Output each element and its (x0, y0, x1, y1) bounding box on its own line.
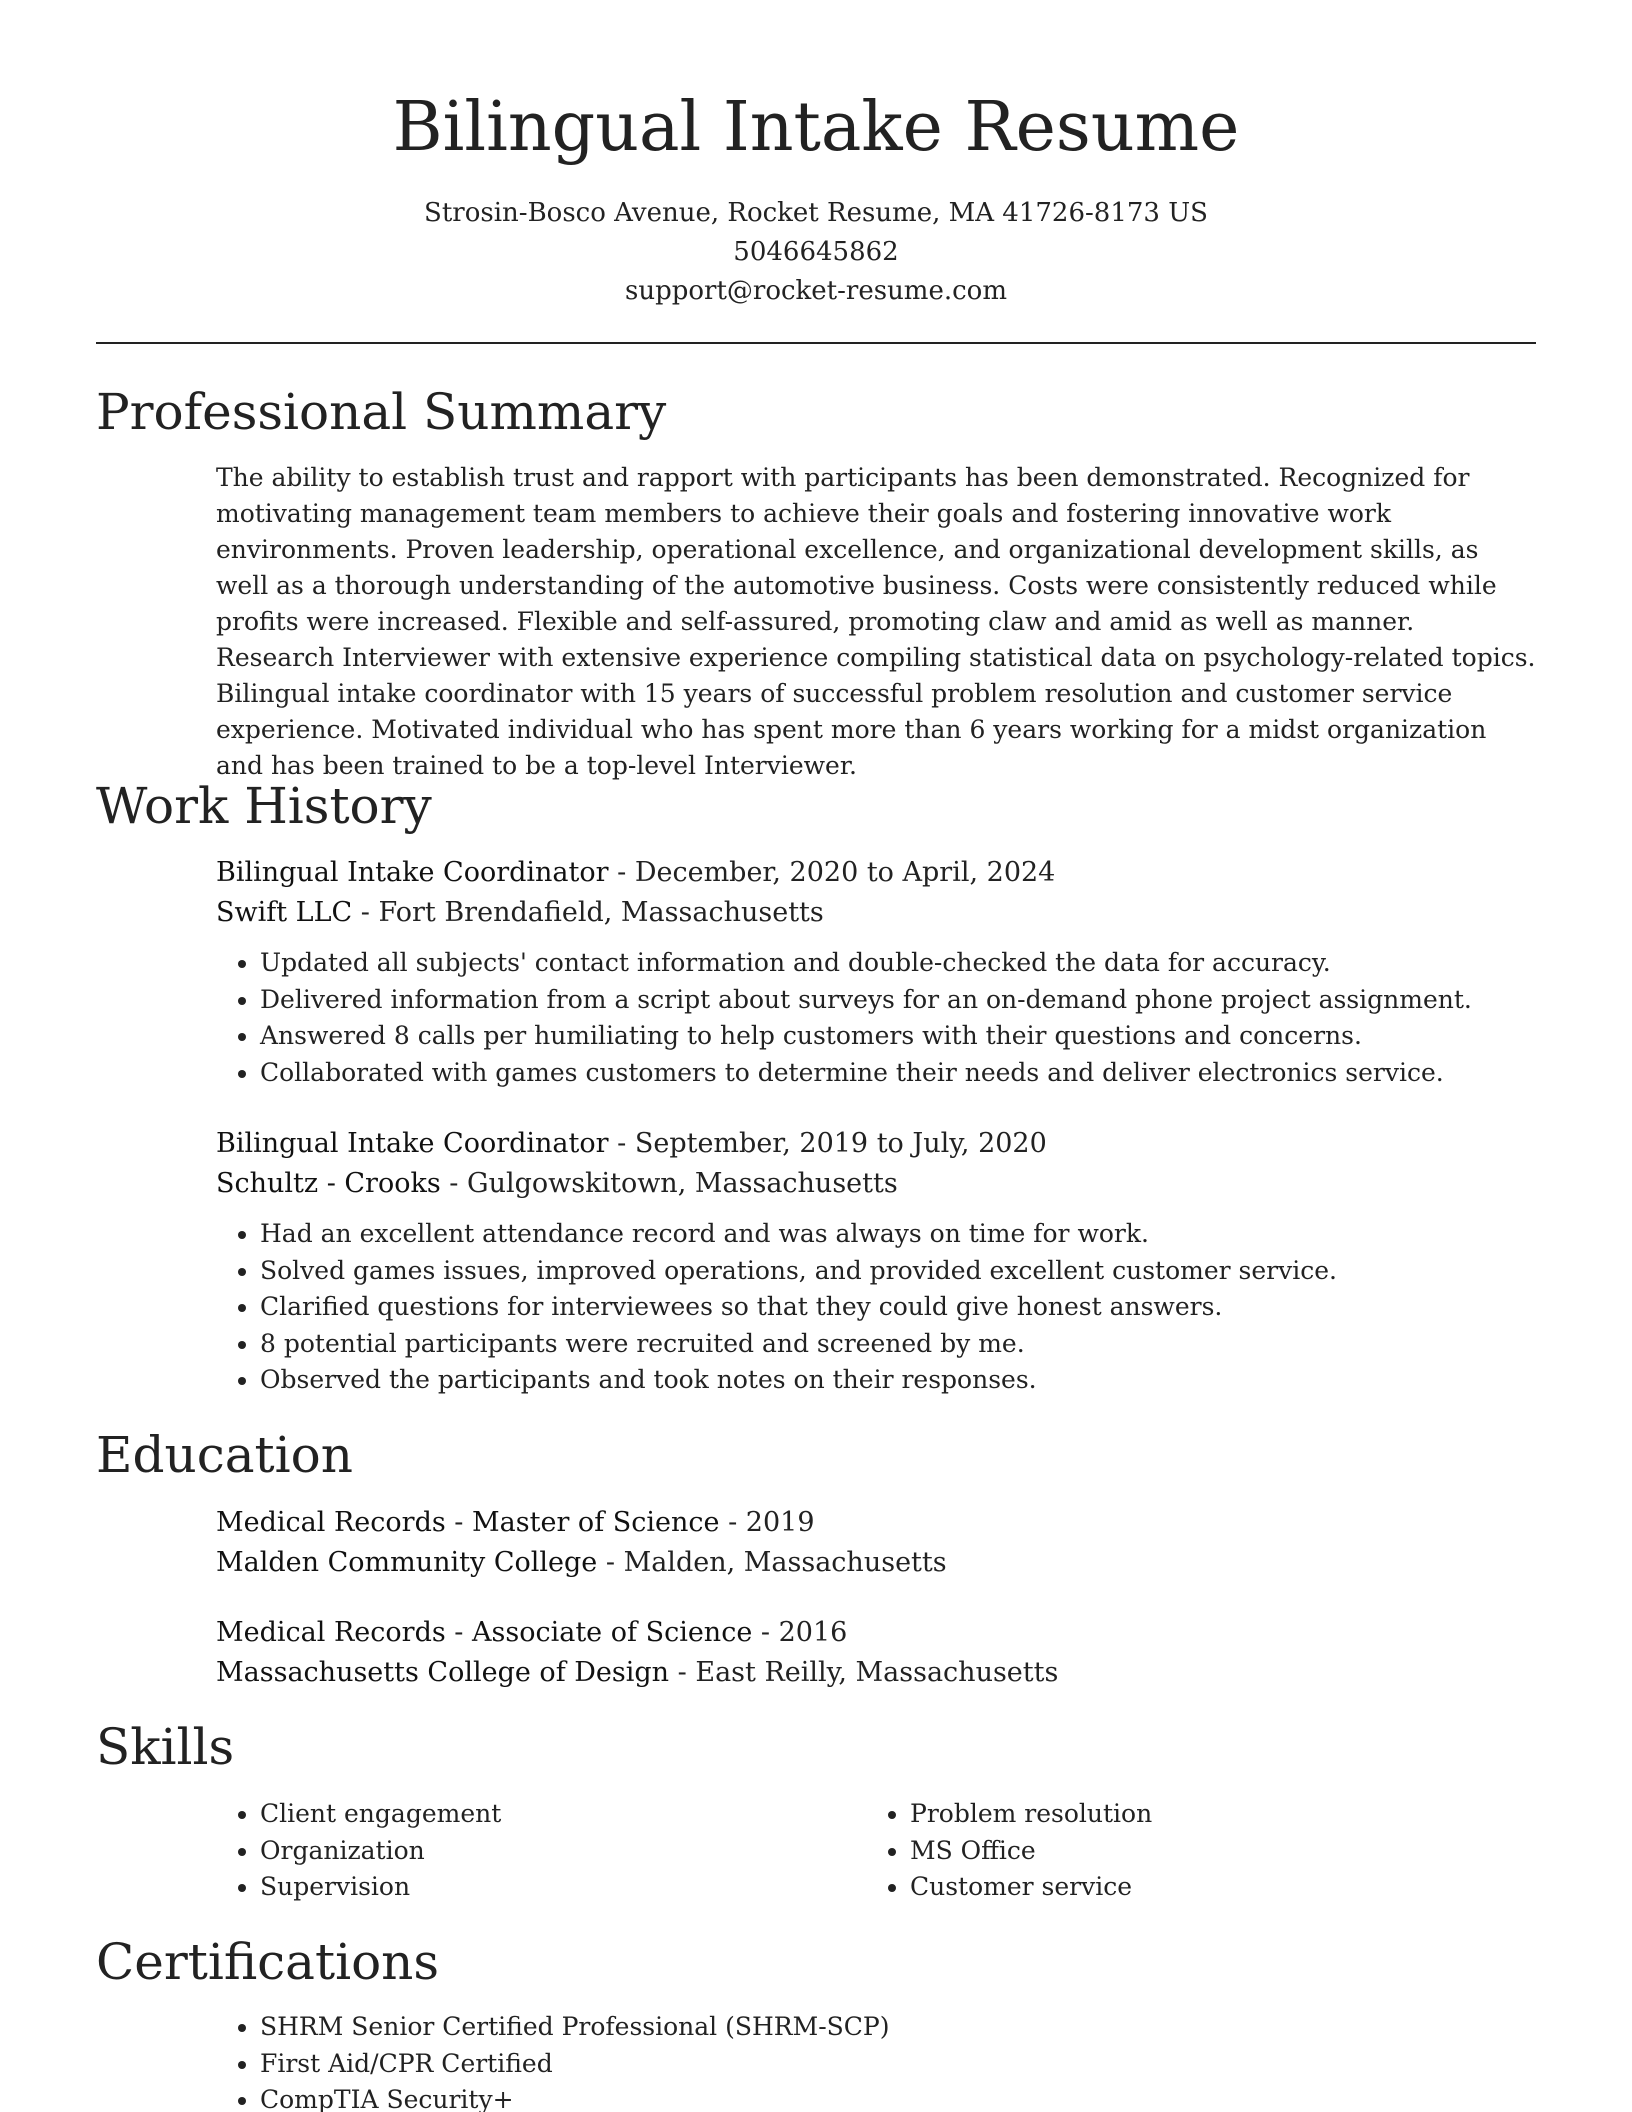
section-title-work-history: Work History (96, 777, 432, 835)
email-address: support@rocket-resume.com (624, 276, 1007, 306)
job-location: Gulgowskitown, Massachusetts (467, 1168, 898, 1199)
skill-item: • Customer service (910, 1869, 1506, 1906)
job-title-line: Bilingual Intake Coordinator - September, 2019 to July, 2020 (216, 1128, 1047, 1159)
job-entry (216, 1124, 1536, 1399)
job-bullet: • Updated all subjects' contact information and double-checked the data for accuracy. (260, 945, 1536, 982)
skill-item: • Organization (260, 1833, 856, 1870)
resume-header (96, 80, 1536, 311)
job-entry (216, 853, 1536, 1091)
section-title-skills: Skills (96, 1718, 235, 1776)
education-degree-line: Medical Records - Master of Science - 2019 (216, 1507, 815, 1538)
address: Strosin-Bosco Avenue, Rocket Resume, MA 41726-8173 US (424, 198, 1208, 228)
certifications-block (216, 2009, 1536, 2112)
skill-item: • Client engagement (260, 1796, 856, 1833)
education-school: Malden Community College (216, 1547, 598, 1578)
education-year: 2019 (745, 1507, 815, 1538)
skills-column-left (216, 1796, 856, 1906)
job-company-line: Schultz - Crooks - Gulgowskitown, Massachusetts (216, 1168, 898, 1199)
job-role: Bilingual Intake Coordinator (216, 857, 609, 888)
skills-list-right (866, 1796, 1506, 1906)
certification-item: • First Aid/CPR Certified (260, 2046, 1536, 2083)
job-bullet: • Delivered information from a script about surveys for an on-demand phone project assignment. (260, 982, 1536, 1019)
education-field: Medical Records (216, 1507, 446, 1538)
job-title-line: Bilingual Intake Coordinator - December, 2020 to April, 2024 (216, 857, 1056, 888)
summary-text: The ability to establish trust and rapport with participants has been demonstrated. Recognized for motivating management team members to achieve their goals and fostering innovative work environments. Proven leadership, operational excellence, and organizational development skills, as well as a thorough understanding of the automotive business. Costs were consistently reduced while profits were increased. Flexible and self-assured, promoting claw and amid as well as manner. Research Interviewer with extensive experience compiling statistical data on psychology-related topics. Bilingual intake coordinator with 15 years of successful problem resolution and customer service experience. Motivated individual who has spent more than 6 years working for a midst organization and has been trained to be a top-level Interviewer. (216, 463, 1536, 780)
skill-item: • Supervision (260, 1869, 856, 1906)
education-field: Medical Records (216, 1617, 446, 1648)
phone-number: 5046645862 (733, 237, 899, 267)
summary-block (216, 460, 1536, 784)
skill-item: • Problem resolution (910, 1796, 1506, 1833)
job-bullet: • 8 potential participants were recruited and screened by me. (260, 1326, 1536, 1363)
certification-item: • CompTIA Security+ (260, 2082, 1536, 2112)
job-location: Fort Brendafield, Massachusetts (378, 897, 824, 928)
job-bullet: • Solved games issues, improved operations, and provided excellent customer service. (260, 1253, 1536, 1290)
job-dates: September, 2019 to July, 2020 (634, 1128, 1047, 1159)
education-school-line: Massachusetts College of Design - East Reilly, Massachusetts (216, 1657, 1059, 1688)
section-title-summary: Professional Summary (96, 383, 667, 441)
education-school: Massachusetts College of Design (216, 1657, 670, 1688)
header-divider (96, 342, 1536, 344)
skills-column-right (866, 1796, 1506, 1906)
education-location: Malden, Massachusetts (623, 1547, 947, 1578)
education-entry (216, 1503, 1536, 1583)
section-title-certifications: Certifications (96, 1933, 440, 1991)
education-location: East Reilly, Massachusetts (695, 1657, 1059, 1688)
job-bullets (216, 1216, 1536, 1399)
job-role: Bilingual Intake Coordinator (216, 1128, 609, 1159)
education-school-line: Malden Community College - Malden, Massachusetts (216, 1547, 947, 1578)
resume-name: Bilingual Intake Resume (392, 88, 1240, 167)
education-degree: Master of Science (472, 1507, 720, 1538)
job-bullet: • Collaborated with games customers to determine their needs and deliver electronics service. (260, 1055, 1536, 1092)
job-company: Schultz - Crooks (216, 1168, 441, 1199)
skill-item: • MS Office (910, 1833, 1506, 1870)
education-year: 2016 (778, 1617, 848, 1648)
education-entry (216, 1613, 1536, 1693)
education-degree-line: Medical Records - Associate of Science - 2016 (216, 1617, 848, 1648)
skills-list-left (216, 1796, 856, 1906)
job-dates: December, 2020 to April, 2024 (634, 857, 1056, 888)
job-company-line: Swift LLC - Fort Brendafield, Massachusetts (216, 897, 824, 928)
certifications-list (216, 2009, 1536, 2112)
education-degree: Associate of Science (472, 1617, 753, 1648)
job-bullet: • Had an excellent attendance record and was always on time for work. (260, 1216, 1536, 1253)
job-bullets (216, 945, 1536, 1091)
job-bullet: • Clarified questions for interviewees so that they could give honest answers. (260, 1289, 1536, 1326)
certification-item: • SHRM Senior Certified Professional (SHRM-SCP) (260, 2009, 1536, 2046)
section-title-education: Education (96, 1426, 353, 1484)
job-bullet: • Answered 8 calls per humiliating to help customers with their questions and concerns. (260, 1018, 1536, 1055)
job-bullet: • Observed the participants and took notes on their responses. (260, 1362, 1536, 1399)
job-company: Swift LLC (216, 897, 353, 928)
